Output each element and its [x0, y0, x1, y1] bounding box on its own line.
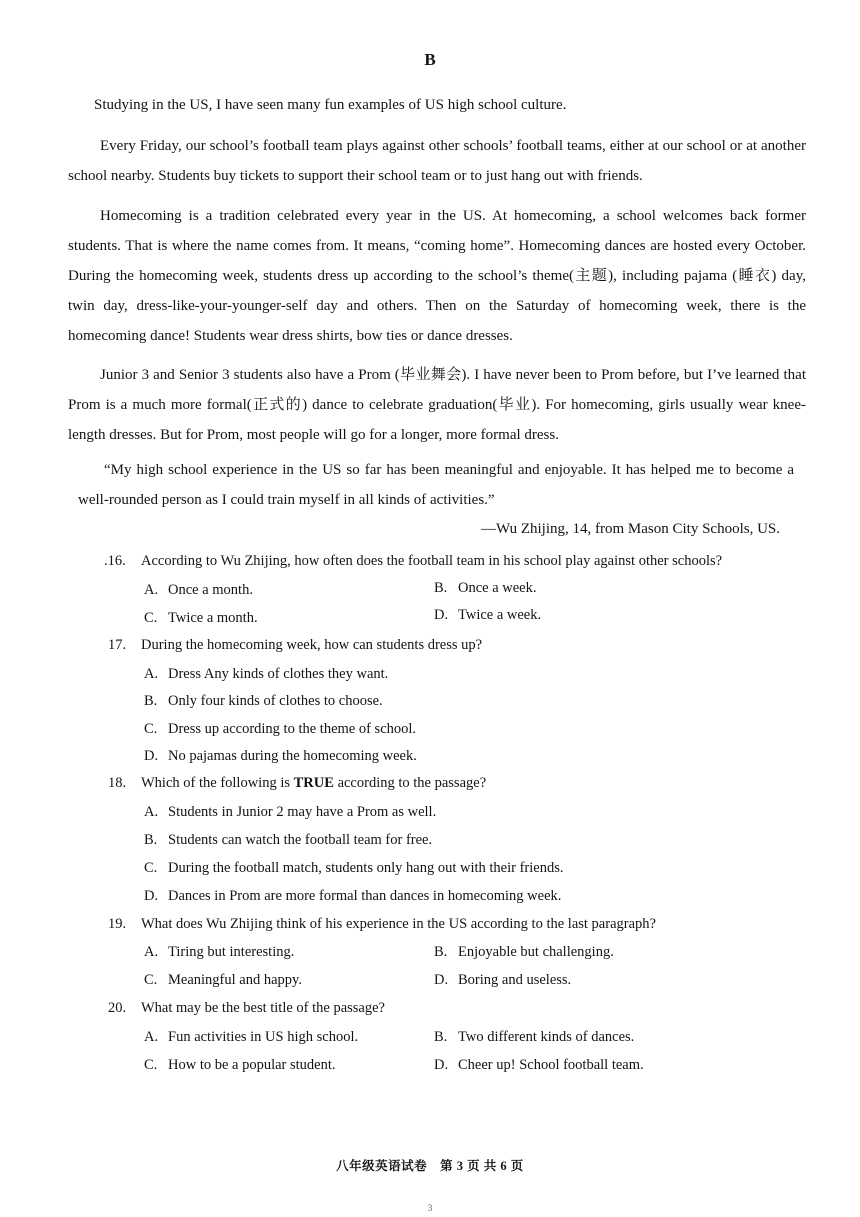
question-text-after: according to the passage? — [333, 775, 487, 791]
option-17-c[interactable]: C. Dress up according to the theme of school. — [144, 721, 417, 737]
option-19-d[interactable]: D. Boring and useless. — [434, 972, 572, 988]
question-18 — [108, 773, 486, 793]
option-20-a[interactable]: A. Fun activities in US high school. — [144, 1029, 359, 1045]
question-text: What does Wu Zhijing think of his experience in the US according to the last paragraph? — [141, 916, 656, 932]
option-18-c[interactable]: C. During the football match, students only hang out with their friends. — [144, 860, 564, 876]
page-number: 3 — [427, 1203, 433, 1213]
section-title: B — [424, 50, 436, 69]
question-text: During the homecoming week, how can students dress up? — [141, 637, 483, 653]
option-16-d[interactable]: D. Twice a week. — [434, 607, 542, 623]
option-19-a[interactable]: A. Tiring but interesting. — [144, 944, 295, 960]
question-number: 20. — [108, 1000, 127, 1016]
question-17 — [108, 635, 482, 655]
option-19-c[interactable]: C. Meaningful and happy. — [144, 972, 302, 988]
question-text: According to Wu Zhijing, how often does the football team in his school play against other schools? — [141, 553, 723, 569]
question-number: 18. — [108, 775, 127, 791]
option-18-b[interactable]: B. Students can watch the football team for free. — [144, 832, 433, 848]
passage-paragraph-4: Junior 3 and Senior 3 students also have a Prom (毕业舞会). I have never been to Prom before, but I’ve learned that Prom is a much more formal(正式的) dance to celebrate graduation(毕业). For homecoming, girls usually wear knee-length dresses. But for Prom, most people will go for a longer, more formal dress. — [68, 367, 806, 443]
option-17-b[interactable]: B. Only four kinds of clothes to choose. — [144, 693, 383, 709]
option-18-a[interactable]: A. Students in Junior 2 may have a Prom as well. — [144, 804, 437, 820]
question-number: 17. — [108, 637, 127, 653]
question-text-emphasis: TRUE — [293, 775, 334, 791]
passage-paragraph-1: Studying in the US, I have seen many fun examples of US high school culture. — [94, 97, 567, 113]
option-20-b[interactable]: B. Two different kinds of dances. — [434, 1029, 635, 1045]
quote-attribution: —Wu Zhijing, 14, from Mason City Schools, US. — [481, 521, 780, 537]
option-18-d[interactable]: D. Dances in Prom are more formal than dances in homecoming week. — [144, 888, 562, 904]
question-16 — [104, 551, 723, 571]
option-16-a[interactable]: A. Once a month. — [144, 582, 253, 598]
option-20-c[interactable]: C. How to be a popular student. — [144, 1057, 336, 1073]
passage-quote: “My high school experience in the US so far has been meaningful and enjoyable. It has helped me to become a well-rounded person as I could train myself in all kinds of activities.” — [78, 462, 794, 508]
question-text-before: Which of the following is — [141, 775, 294, 791]
question-20 — [108, 998, 385, 1018]
option-20-d[interactable]: D. Cheer up! School football team. — [434, 1057, 644, 1073]
question-text: What may be the best title of the passage? — [141, 1000, 385, 1016]
page-footer: 八年级英语试卷 第 3 页 共 6 页 — [336, 1159, 524, 1173]
option-16-b[interactable]: B. Once a week. — [434, 580, 537, 596]
question-number: .16. — [104, 553, 126, 569]
option-19-b[interactable]: B. Enjoyable but challenging. — [434, 944, 614, 960]
passage-paragraph-2: Every Friday, our school’s football team plays against other schools’ football teams, either at our school or at another school nearby. Students buy tickets to support their school team or to just hang out with friends. — [68, 138, 806, 184]
question-19 — [108, 914, 656, 934]
passage-paragraph-3: Homecoming is a tradition celebrated every year in the US. At homecoming, a school welcomes back former students. That is where the name comes from. It means, “coming home”. Homecoming dances are hosted every October. During the homecoming week, students dress up according to the school’s theme(主题), including pajama (睡衣) day, twin day, dress-like-your-younger-self day and others. Then on the Saturday of homecoming week, there is the homecoming dance! Students wear dress shirts, bow ties or dance dresses. — [68, 208, 806, 344]
question-number: 19. — [108, 916, 127, 932]
option-17-d[interactable]: D. No pajamas during the homecoming week. — [144, 748, 417, 764]
option-16-c[interactable]: C. Twice a month. — [144, 610, 258, 626]
option-17-a[interactable]: A. Dress Any kinds of clothes they want. — [144, 666, 389, 682]
